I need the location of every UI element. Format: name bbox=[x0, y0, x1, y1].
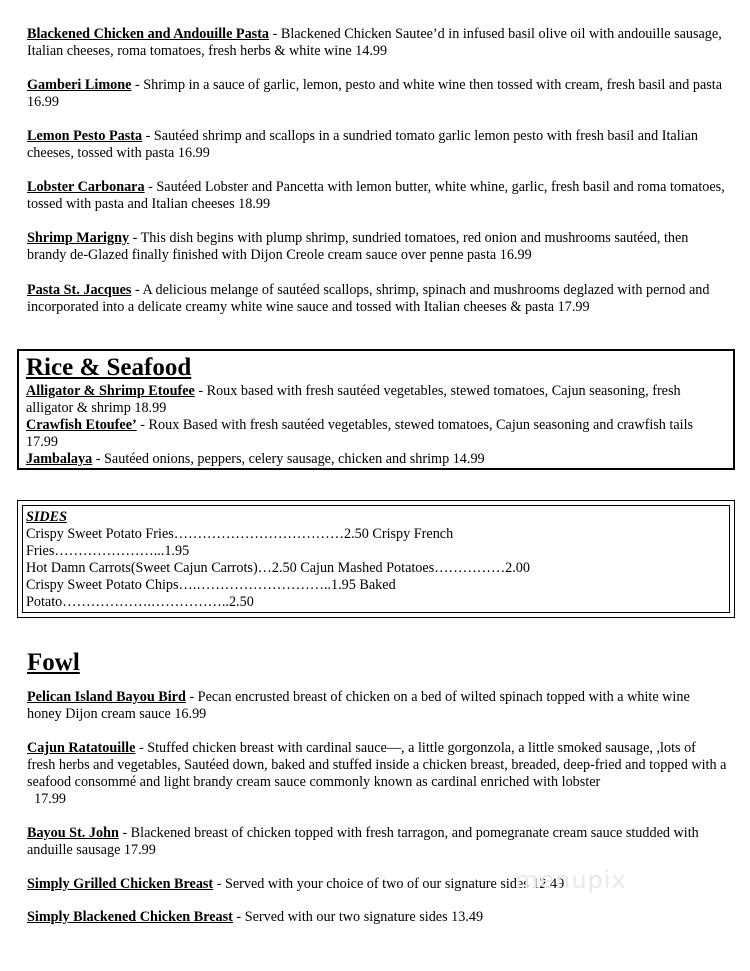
section-title: Fowl bbox=[27, 649, 80, 676]
item-name: Cajun Ratatouille bbox=[27, 740, 136, 756]
item-name: Blackened Chicken and Andouille Pasta bbox=[27, 26, 270, 42]
item-description: - Sautéed onions, peppers, celery sausage, chicken and shrimp 14.99 bbox=[92, 451, 485, 467]
sides-section bbox=[17, 500, 735, 618]
item-name: Crawfish Etoufee’ bbox=[26, 417, 137, 433]
menu-item bbox=[26, 383, 726, 417]
sides-inner-frame bbox=[22, 505, 730, 613]
item-description: - Blackened Chicken Sautee’d in infused basil olive oil with andouille sausage, Italian cheeses, roma tomatoes, fresh herbs & white wine 14.99 bbox=[27, 26, 722, 59]
item-description: - Sautéed shrimp and scallops in a sundried tomato garlic lemon pesto with fresh basil and Italian cheeses, tossed with pasta 16.99 bbox=[27, 128, 699, 161]
menu-item bbox=[27, 689, 727, 723]
item-description: - A delicious melange of sautéed scallops, shrimp, spinach and mushrooms deglazed with pernod and incorporated into a delicate creamy white wine sauce and tossed with Italian cheeses & pasta 17.99 bbox=[27, 282, 710, 315]
menu-item bbox=[27, 230, 727, 264]
item-name: Shrimp Marigny bbox=[27, 230, 130, 246]
item-description: - Shrimp in a sauce of garlic, lemon, pesto and white wine then tossed with cream, fresh basil and pasta 16.99 bbox=[27, 77, 723, 110]
item-description: - Served with your choice of two of our signature sides 12.49 bbox=[213, 876, 565, 892]
menu-item bbox=[27, 128, 727, 162]
item-description: - Served with our two signature sides 13.49 bbox=[232, 909, 484, 925]
menu-item bbox=[27, 825, 727, 859]
section-title: SIDES bbox=[26, 509, 68, 525]
menu-item bbox=[27, 26, 727, 60]
menu-item bbox=[26, 451, 726, 468]
sides-line: Crispy Sweet Potato Chips….………………………..1.95 Baked bbox=[26, 577, 396, 593]
item-description: - Sautéed Lobster and Pancetta with lemon butter, white whine, garlic, fresh basil and roma tomatoes, tossed with pasta and Italian cheeses 18.99 bbox=[27, 179, 725, 212]
sides-line: Crispy Sweet Potato Fries………………………………2.50 Crispy French bbox=[26, 526, 454, 542]
rice-seafood-section bbox=[17, 349, 735, 470]
item-name: Lemon Pesto Pasta bbox=[27, 128, 143, 144]
item-name: Gamberi Limone bbox=[27, 77, 132, 93]
item-description: - Stuffed chicken breast with cardinal sauce—, a little gorgonzola, a little smoked sausage, ,lots of fresh herbs and vegetables, Sautéed down, baked and stuffed inside a chicken breast, breaded, deep-fried and topped with a seafood consommé and light brandy cream sauce commonly known as cardinal enriched with lobster bbox=[27, 740, 727, 790]
menu-item bbox=[26, 417, 726, 451]
menu-item bbox=[27, 77, 727, 111]
sides-line: Potato……………….……………..2.50 bbox=[26, 594, 254, 610]
menu-item bbox=[27, 179, 727, 213]
menu-item bbox=[27, 909, 727, 926]
item-name: Alligator & Shrimp Etoufee bbox=[26, 383, 195, 399]
section-title: Rice & Seafood bbox=[26, 354, 192, 381]
item-name: Pelican Island Bayou Bird bbox=[27, 689, 186, 705]
item-name: Bayou St. John bbox=[27, 825, 119, 841]
watermark: menupix bbox=[515, 866, 627, 894]
item-name: Lobster Carbonara bbox=[27, 179, 145, 195]
sides-line: Hot Damn Carrots(Sweet Cajun Carrots)…2.50 Cajun Mashed Potatoes……………2.00 bbox=[26, 560, 530, 576]
item-description: - Pecan encrusted breast of chicken on a bed of wilted spinach topped with a white wine honey Dijon cream sauce 16.99 bbox=[27, 689, 690, 722]
item-description: - Blackened breast of chicken topped with fresh tarragon, and pomegranate cream sauce studded with anduille sausage 17.99 bbox=[27, 825, 699, 858]
item-name: Jambalaya bbox=[26, 451, 93, 467]
menu-item bbox=[27, 740, 727, 808]
menu-item bbox=[27, 282, 727, 316]
item-name: Simply Blackened Chicken Breast bbox=[27, 909, 233, 925]
item-description: - Roux Based with fresh sautéed vegetables, stewed tomatoes, Cajun seasoning and crawfish tails 17.99 bbox=[26, 417, 694, 450]
item-description: - This dish begins with plump shrimp, sundried tomatoes, red onion and mushrooms sautéed, then brandy de-Glazed finally finished with Dijon Creole cream sauce over penne pasta 16.99 bbox=[27, 230, 689, 263]
item-price: 17.99 bbox=[34, 791, 67, 807]
item-description: - Roux based with fresh sautéed vegetables, stewed tomatoes, Cajun seasoning, fresh alligator & shrimp 18.99 bbox=[26, 383, 681, 416]
item-name: Simply Grilled Chicken Breast bbox=[27, 876, 214, 892]
item-name: Pasta St. Jacques bbox=[27, 282, 132, 298]
sides-line: Fries…………………...1.95 bbox=[26, 543, 190, 559]
